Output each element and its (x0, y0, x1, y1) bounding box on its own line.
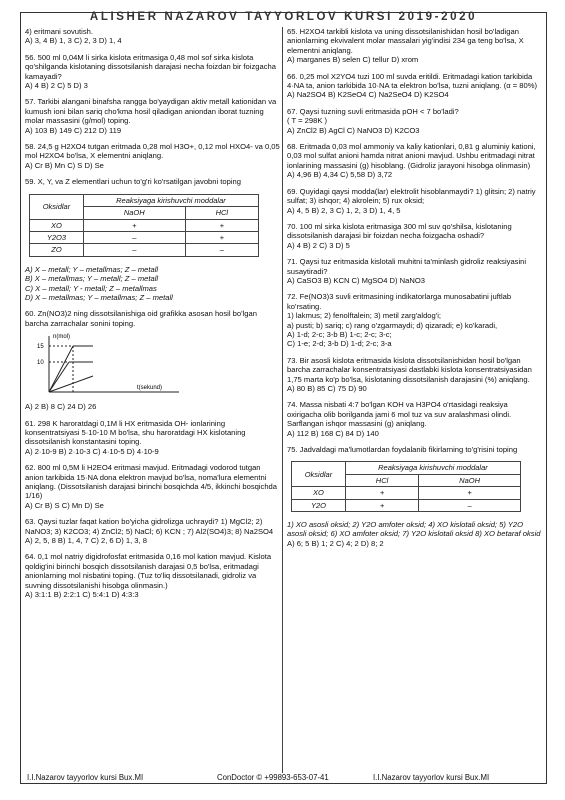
page-title: ALISHER NAZAROV TAYYORLOV KURSI 2019-2020 (89, 11, 478, 23)
answer-options: A) 4 B) 2 C) 3 D) 5 (287, 240, 350, 250)
question-text: 74. Massa nisbati 4:7 bo'lgan KOH va H3PO4 o'rtasidagi reaksiya oxirigacha olib borilganda jami 6 mol tuz va suv aralashmasi olindi. Sarflangan ishqor massasini (g) aniqlang. (287, 400, 512, 429)
tick-label-10: 10 (37, 360, 44, 367)
question-text: 59. X, Y, va Z elementlari uchun to'g'ri ko'rsatilgan javobni toping (25, 177, 241, 187)
table-cell: + (345, 499, 418, 511)
answer-option: A) X – metall; Y – metallmas; Z – metall (25, 264, 159, 274)
table-subheader: HCl (345, 474, 418, 486)
answer-options: A) 112 B) 168 C) 84 D) 140 (287, 428, 379, 438)
question-q70 (287, 222, 543, 250)
question-q74 (287, 400, 543, 438)
question-text: 56. 500 ml 0,04M li sirka kislota eritmasiga 0,48 mol sof sirka kislota qo'shilganda kislotaning dissotsilanish darajasi necha foizdan bir foizgacha kamayadi? (25, 52, 276, 81)
question-q58 (25, 142, 281, 170)
table-row (30, 219, 259, 231)
answer-options: A) 103 B) 149 C) 212 D) 119 (25, 125, 122, 135)
question-text: 67. Qaysi tuzning suvli eritmasida pOH < 7 bo'ladi? (287, 106, 459, 116)
table-cell: – (83, 244, 185, 256)
question-q71 (287, 257, 543, 285)
page-frame (20, 12, 547, 784)
answer-option: 1) XO asosli oksid; 2) Y2O amfoter oksid; 4) XO kislotali oksid; 5) Y2O asosli oksid; 6) XO amfoter oksid; 7) Y2O kislotali oksid 8) XO betaraf oksid (287, 520, 541, 539)
question-q67 (287, 107, 543, 135)
tick-label-15: 15 (37, 344, 44, 351)
question-59-options (25, 265, 281, 303)
question-q75 (287, 445, 543, 454)
question-q64 (25, 552, 281, 599)
question-text: 73. Bir asosli kislota eritmasida kislota dissotsilanishidan hosil bo'lgan barcha zarrachalar konsentratsiyasi dastlabki kislota konsentratsiyasidan 1,75 marta ko'p bo'lsa, kislotaning dissotsilanish darajasini (%) aniqlang. (287, 355, 532, 384)
answer-option: B) X – metallmas; Y – metall; Z – metall (25, 274, 159, 284)
table-cell: ZO (30, 244, 84, 256)
table-59 (29, 194, 259, 257)
footer-center: ConDoctor © +99893-653-07-41 (217, 773, 329, 782)
table-row (292, 499, 521, 511)
question-text: 1) lakmus; 2) fenolftalein; 3) metil zarg'aldog'i; (287, 311, 441, 321)
answer-options: A) 2, 5, 8 B) 1, 4, 7 C) 2, 6 D) 1, 3, 8 (25, 536, 147, 546)
question-q65 (287, 27, 543, 65)
answer-options: A) 4,96 B) 4,34 C) 5,58 D) 3,72 (287, 170, 393, 180)
table-cell: + (83, 219, 185, 231)
question-text: 61. 298 K haroratdagi 0,1M li HX eritmasida OH- ionlarining konsentratsiyasi 5·10-10 M bo'lsa, shu haroratdagi HX kislotaning dissotsilanish konstantasini toping. (25, 418, 246, 447)
table-header-oxides: Oksidlar (292, 462, 346, 487)
table-cell: + (185, 219, 258, 231)
question-q61 (25, 419, 281, 457)
question-q63 (25, 517, 281, 545)
question-text: 57. Tarkibi alangani binafsha rangga bo'yaydigan aktiv metall kationidan va kumush ioni bilan sariq cho'kma hosil qiladigan aniondan iborat tuzning molar massasini (g/mol) toping. (25, 97, 277, 126)
table-subheader: HCl (185, 207, 258, 219)
answer-options: C) 1-e; 2-d; 3-b D) 1-d; 2-c; 3-a (287, 339, 392, 349)
table-75 (291, 461, 521, 512)
question-q73 (287, 356, 543, 394)
table-cell: Y2O3 (30, 231, 84, 243)
question-q69 (287, 187, 543, 215)
left-column (25, 27, 281, 606)
question-text: 75. Jadvaldagi ma'lumotlardan foydalanib fikirlarning to'g'risini toping (287, 445, 518, 455)
answer-option: C) X – metall; Y - metall; Z – metallmas (25, 283, 157, 293)
answer-options: A) 4 B) 2 C) 5 D) 3 (25, 81, 88, 91)
question-text: 70. 100 ml sirka kislota eritmasiga 300 ml suv qo'shilsa, kislotaning dissotsilanish darajasi bir foizdan necha foizgacha oshadi? (287, 221, 512, 241)
table-cell: Y2O (292, 499, 346, 511)
question-text: 60. Zn(NO3)2 ning dissotsilanishiga oid grafikka asosan hosil bo'lgan barcha zarrachalar sonini toping. (25, 309, 257, 328)
table-header-reagents: Reaksiyaga kirishuvchi moddalar (345, 462, 520, 474)
table-cell: XO (30, 219, 84, 231)
answer-options: A) 80 B) 85 C) 75 D) 90 (287, 384, 367, 393)
question-text: a) pusti; b) sariq; c) rang o'zgarmaydi; d) qizaradi; e) ko'karadi, (287, 320, 498, 330)
answer-options: A) Cr B) Mn C) S D) Se (25, 160, 104, 170)
table-row (30, 244, 259, 256)
question-text: 72. Fe(NO3)3 suvli eritmasining indikatorlarga munosabatini juftlab ko'rsating. (287, 292, 512, 311)
question-q66 (287, 72, 543, 100)
table-row (292, 487, 521, 499)
right-column (287, 27, 543, 555)
column-divider (282, 27, 283, 773)
question-text: 69. Quyidagi qaysi modda(lar) elektrolit hisoblanmaydi? 1) glitsin; 2) natriy sulfat; 3) ishqor; 4) akrolein; 5) rux oksid; (287, 186, 536, 206)
table-cell: – (419, 499, 521, 511)
footer-left: I.I.Nazarov tayyorlov kursi Bux.MI (27, 773, 144, 782)
question-text: 62. 800 ml 0,5M li H2EO4 eritmasi mavjud. Eritmadagi vodorod tutgan anion tarkibida 15·NA dona elektron mavjud bo'lsa, noma'lura elementni aniqlang. (Dissotsilanish darajasi birinchi bosqichda 4/5, ikkinchi bosqichda 1/16) (25, 463, 277, 501)
table-row (30, 231, 259, 243)
question-60 (25, 309, 281, 411)
question-text: 66. 0,25 mol X2YO4 tuzi 100 ml suvda eritildi. Eritmadagi kation tarkibida 4·NA ta, anion tarkibida 10·NA ta elektron bo'lsa, tuzni aniqlang. (α = 80%) (287, 71, 538, 91)
question-q57 (25, 97, 281, 135)
answer-options: A) 4, 5 B) 2, 3 C) 1, 2, 3 D) 1, 4, 5 (287, 205, 401, 215)
question-text: 4) eritmani sovutish. (25, 27, 93, 36)
answer-options: A) 3:1:1 B) 2:2:1 C) 5:4:1 D) 4:3:3 (25, 590, 139, 600)
question-text: 65. H2XO4 tarkibli kislota va uning dissotsilanishidan hosil bo'ladigan anionlarning ekvivalent molar massalari yig'indisi 234 ga teng bo'lsa, X elementni aniqlang. (287, 27, 524, 55)
answer-options: A) ZnCl2 B) AgCl C) NaNO3 D) K2CO3 (287, 125, 420, 135)
answer-options: A) Cr B) S C) Mn D) Se (25, 500, 104, 510)
answer-options: A) 3, 4 B) 1, 3 C) 2, 3 D) 1, 4 (25, 36, 122, 46)
table-cell: + (345, 487, 418, 499)
question-text: 68. Eritmada 0,03 mol ammoniy va kaliy kationlari, 0,81 g aluminiy kationi, 0,03 mol sulfat anioni hamda nitrat anioni mavjud. Ushbu eritmadagi nitrat ionlarining massasini (g) hisoblang. (Gidroliz jarayoni hisobga olinmasin) (287, 142, 536, 170)
question-q59 (25, 177, 281, 186)
table-cell: + (419, 487, 521, 499)
table-cell: – (83, 231, 185, 243)
footer-right: I.I.Nazarov tayyorlov kursi Bux.MI (373, 773, 490, 782)
table-cell: XO (292, 487, 346, 499)
table-header-oxides: Oksidlar (30, 194, 84, 219)
answer-options: A) 2 B) 8 C) 24 D) 26 (25, 402, 97, 412)
x-axis-label: t(sekund) (137, 385, 163, 392)
curve-2 (49, 362, 69, 392)
question-q72 (287, 292, 543, 348)
answer-options: A) marganes B) selen C) tellur D) xrom (287, 55, 419, 65)
y-axis-label: n(mol) (53, 334, 71, 341)
question-text: A) 1-d; 2-c; 3-b B) 1-c; 2-c; 3-c; (287, 329, 392, 339)
question-75-options (287, 520, 543, 548)
answer-options: A) Na2SO4 B) K2SeO4 C) Na2SeO4 D) K2SO4 (287, 90, 449, 100)
question-text: 71. Qaysi tuz eritmasida kislotali muhitni ta'minlash gidroliz reaksiyasini susaytiradi? (287, 257, 527, 276)
question-q55tail (25, 27, 281, 46)
answer-options: A) CaSO3 B) KCN C) MgSO4 D) NaNO3 (287, 275, 425, 285)
question-q62 (25, 463, 281, 510)
table-cell: – (185, 244, 258, 256)
table-subheader: NaOH (419, 474, 521, 486)
dissociation-graph (33, 332, 183, 398)
answer-option: A) 6; 5 B) 1; 2 C) 4; 2 D) 8; 2 (287, 538, 384, 548)
answer-options: A) 2·10-9 B) 2·10-3 C) 4·10-5 D) 4·10-9 (25, 446, 159, 456)
table-subheader: NaOH (83, 207, 185, 219)
question-text: 58. 24,5 g H2XO4 tutgan eritmada 0,28 mol H3O+, 0,12 mol HXO4- va 0,05 mol H2XO4 bo'lsa, X elementni aniqlang. (25, 142, 280, 161)
question-q68 (287, 142, 543, 180)
question-text: 63. Qaysi tuzlar faqat kation bo'yicha gidrolizga uchraydi? 1) MgCl2; 2) NaNO3; 3) K2CO3; 4) ZnCl2; 5) NaCl; 6) KCN ; 7) Al2(SO4)3; 8) Na2SO4 (25, 517, 274, 536)
table-cell: + (185, 231, 258, 243)
question-text: ( T = 298K ) (287, 116, 328, 126)
question-q56 (25, 53, 281, 91)
answer-option: D) X – metallmas; Y – metallmas; Z – metall (25, 292, 173, 302)
question-text: 64. 0,1 mol natriy digidrofosfat eritmasida 0,16 mol kation mavjud. Kislota qoldig'ini birinchi bosqich dissotsilanish darajasi 0,5 bo'lsa, eritmadagi anionlarning mol nisbatini toping. (Tuz to'liq dissotsilanadi, gidroliz va suvning dissotsilanishi hisobga olinmasin.) (25, 552, 272, 590)
table-header-reagents: Reaksiyaga kirishuvchi moddalar (83, 194, 258, 206)
